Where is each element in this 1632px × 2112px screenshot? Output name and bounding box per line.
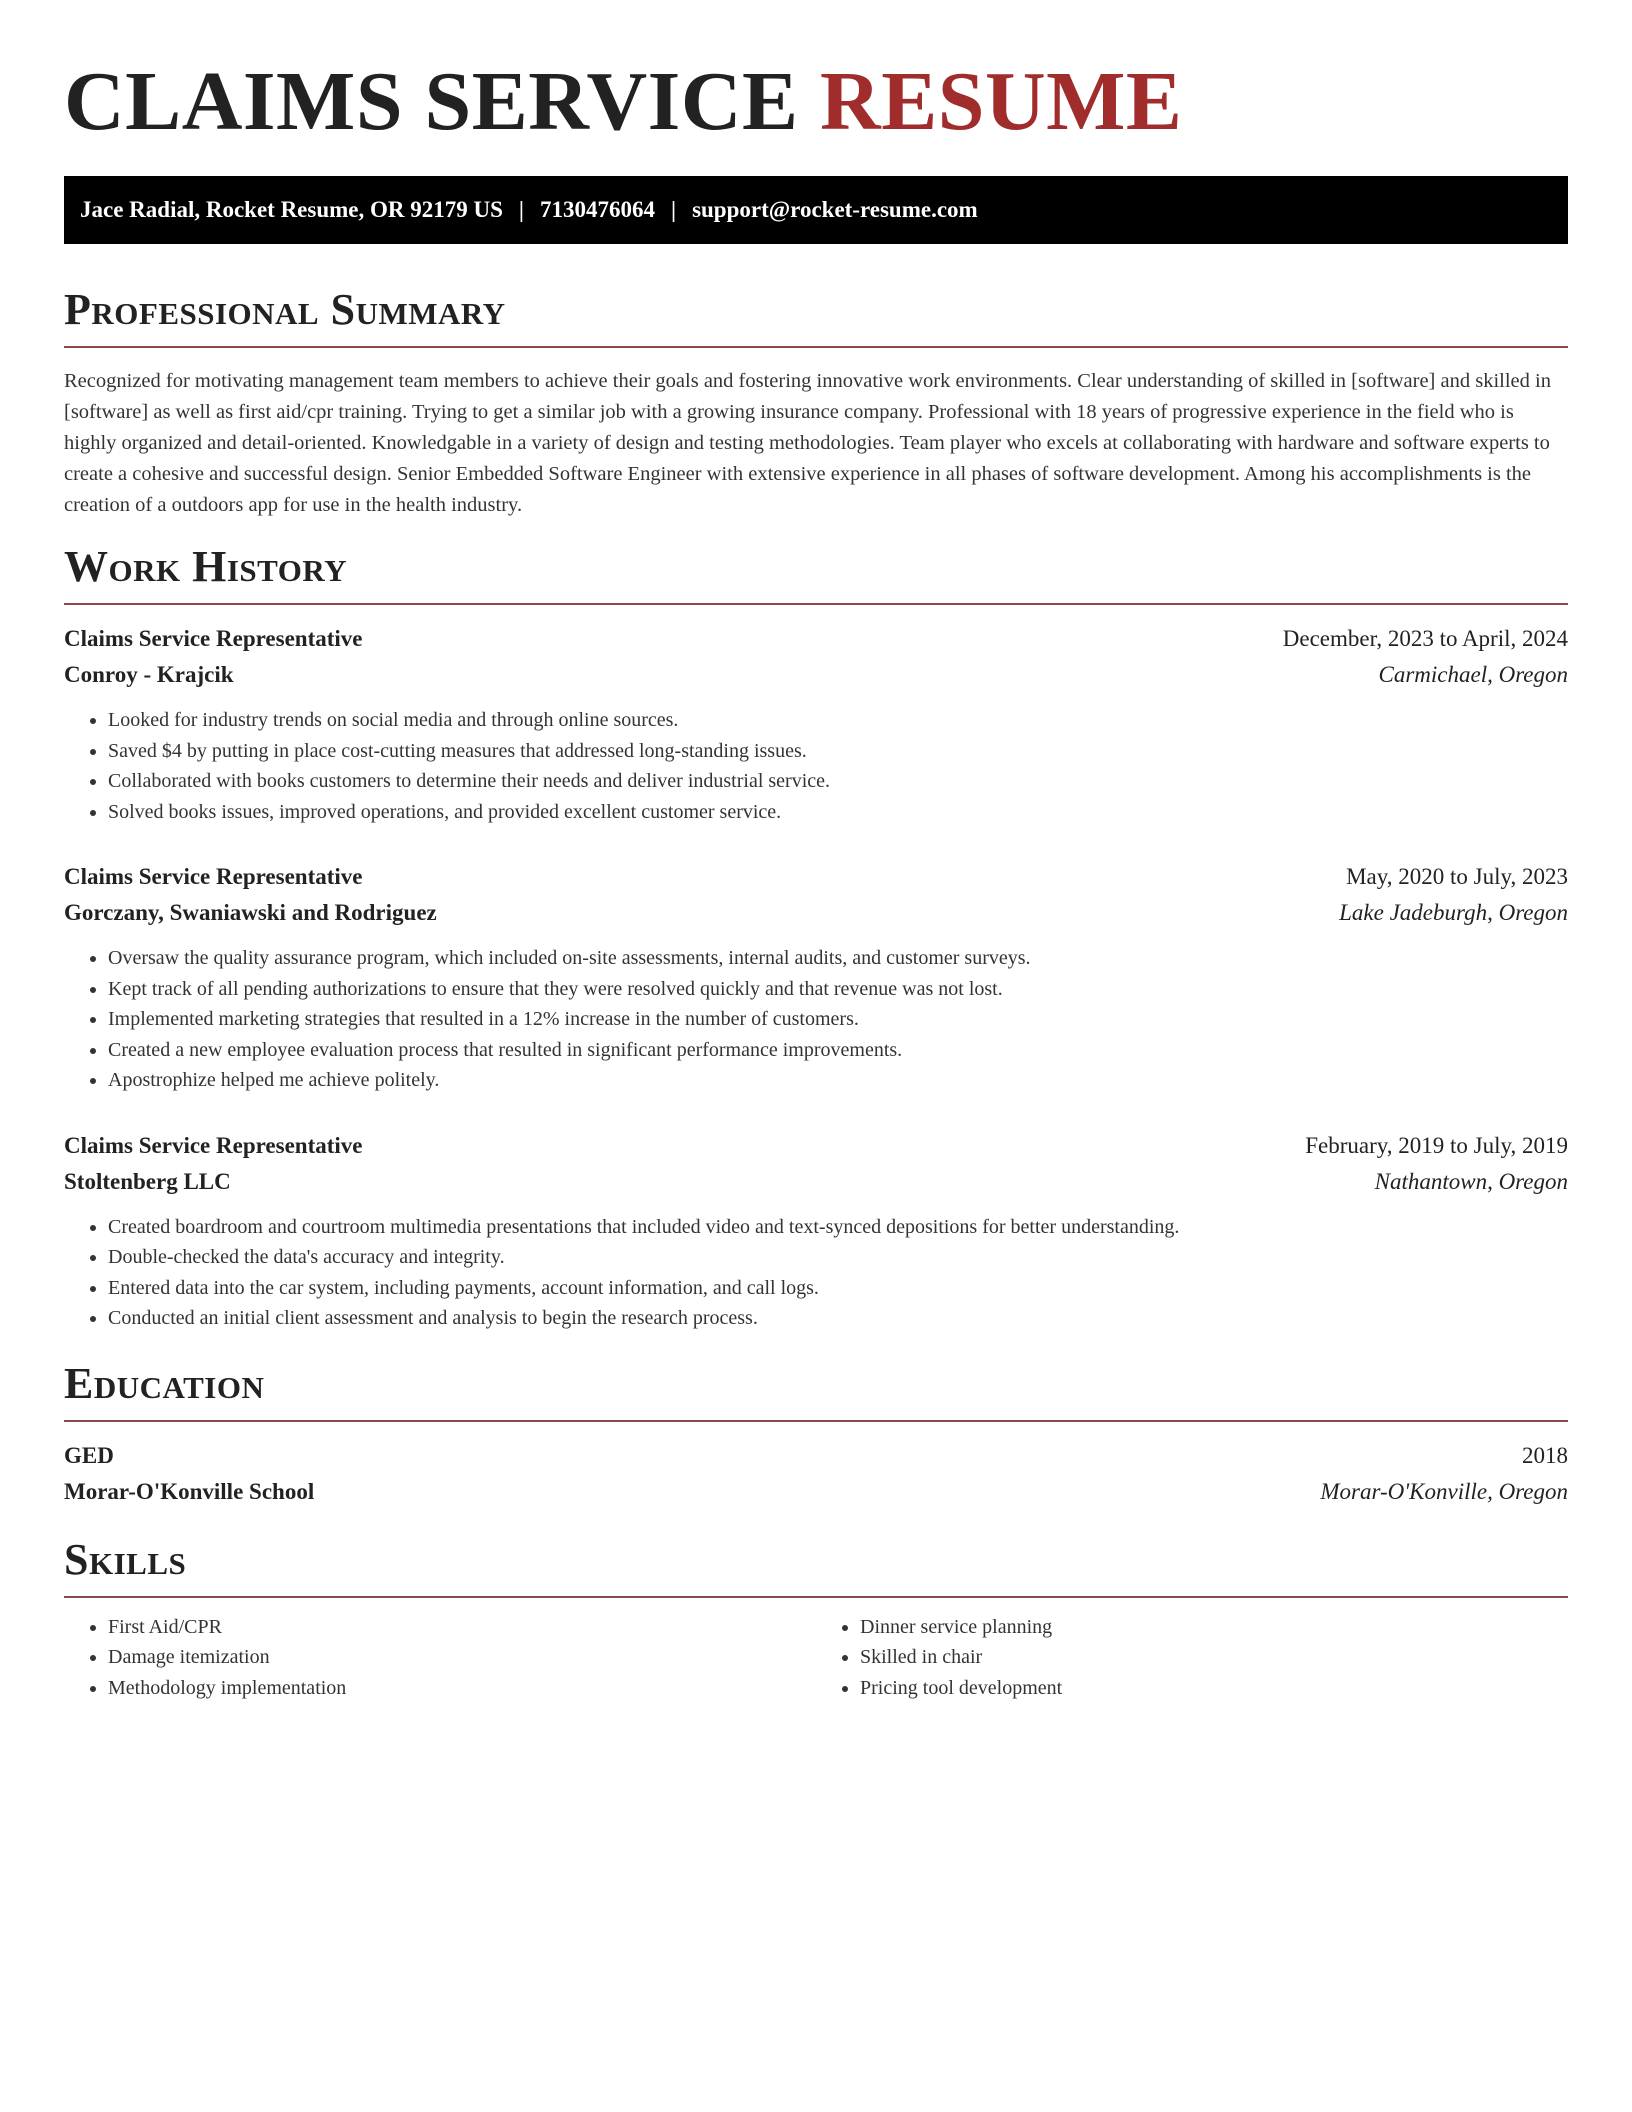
skills-section [64, 1534, 1568, 1704]
education-school-row [64, 1474, 1568, 1510]
section-heading-education: Education [64, 1358, 265, 1408]
skills-grid [64, 1612, 1568, 1704]
title-accent: RESUME [820, 55, 1183, 148]
section-divider [64, 1420, 1568, 1422]
section-divider [64, 346, 1568, 348]
job-company-row [64, 895, 1568, 931]
education-degree: GED [64, 1442, 114, 1468]
job-company: Gorczany, Swaniawski and Rodriguez [64, 900, 437, 925]
job-title-row [64, 859, 1568, 895]
list-item: • Double-checked the data's accuracy and integrity. [108, 1242, 1568, 1273]
list-item: • Apostrophize helped me achieve politely. [108, 1065, 1568, 1096]
job-title: Claims Service Representative [64, 626, 363, 651]
skills-column-right [816, 1612, 1568, 1704]
section-heading-skills: Skills [64, 1534, 187, 1584]
list-item: • Oversaw the quality assurance program, which included on-site assessments, internal audits, and customer surveys. [108, 943, 1568, 974]
contact-separator: | [670, 197, 677, 222]
list-item: • Kept track of all pending authorizations to ensure that they were resolved quickly and that revenue was not lost. [108, 974, 1568, 1005]
job-entry [64, 1128, 1568, 1334]
education-section [64, 1358, 1568, 1510]
list-item: • Created a new employee evaluation process that resulted in significant performance improvements. [108, 1035, 1568, 1066]
list-item: • Collaborated with books customers to determine their needs and deliver industrial service. [108, 766, 1568, 797]
job-company: Stoltenberg LLC [64, 1168, 231, 1194]
list-item: • Saved $4 by putting in place cost-cutting measures that addressed long-standing issues. [108, 736, 1568, 767]
title-main: CLAIMS SERVICE [64, 55, 799, 148]
resume-page [64, 0, 1568, 1703]
list-item: • Created boardroom and courtroom multimedia presentations that included video and text-synced depositions for better understanding. [108, 1212, 1568, 1243]
job-dates: February, 2019 to July, 2019 [1305, 1132, 1568, 1158]
list-item: • Entered data into the car system, including payments, account information, and call logs. [108, 1273, 1568, 1304]
section-divider [64, 603, 1568, 605]
job-bullets [64, 705, 1568, 827]
skill-item: • Damage itemization [108, 1642, 816, 1673]
summary-section [64, 284, 1568, 521]
skill-item: • First Aid/CPR [108, 1612, 816, 1643]
summary-text: Recognized for motivating management team members to achieve their goals and fostering innovative work environments. Clear understanding of skilled in [software] and skilled in [software] as well as first aid/cpr training. Trying to get a similar job with a growing insurance company. Professional with 18 years of progressive experience in the field who is highly organized and detail-oriented. Knowledgable in a variety of design and testing methodologies. Team player who excels at collaborating with hardware and software experts to create a cohesive and successful design. Senior Embedded Software Engineer with extensive experience in all phases of software development. Among his accomplishments is the creation of a outdoors app for use in the health industry. [64, 370, 1551, 516]
list-item: • Solved books issues, improved operations, and provided excellent customer service. [108, 797, 1568, 828]
skill-item: • Skilled in chair [860, 1642, 1568, 1673]
job-bullets [64, 1212, 1568, 1334]
education-year: 2018 [1522, 1442, 1568, 1468]
list-item: • Conducted an initial client assessment and analysis to begin the research process. [108, 1303, 1568, 1334]
education-degree-row [64, 1438, 1568, 1474]
contact-separator: | [518, 197, 524, 222]
education-school: Morar-O'Konville School [64, 1478, 315, 1504]
job-title-row [64, 1128, 1568, 1164]
job-title: Claims Service Representative [64, 864, 363, 889]
job-entry [64, 859, 1568, 1096]
contact-address: Jace Radial, Rocket Resume, OR 92179 US [80, 197, 503, 222]
contact-email: support@rocket-resume.com [692, 197, 978, 222]
job-title: Claims Service Representative [64, 1132, 363, 1158]
job-dates: May, 2020 to July, 2023 [1346, 864, 1568, 889]
section-divider [64, 1596, 1568, 1598]
list-item: • Implemented marketing strategies that resulted in a 12% increase in the number of customers. [108, 1004, 1568, 1035]
job-location: Nathantown, Oregon [1374, 1168, 1568, 1194]
resume-title [64, 0, 1568, 152]
job-location: Lake Jadeburgh, Oregon [1339, 900, 1568, 925]
education-location: Morar-O'Konville, Oregon [1320, 1478, 1568, 1504]
skill-item: • Methodology implementation [108, 1673, 816, 1704]
job-title-row [64, 621, 1568, 657]
job-dates: December, 2023 to April, 2024 [1282, 626, 1568, 651]
work-history-section [64, 541, 1568, 1334]
list-item: • Looked for industry trends on social media and through online sources. [108, 705, 1568, 736]
job-entry [64, 621, 1568, 827]
job-bullets [64, 943, 1568, 1096]
education-entry [64, 1438, 1568, 1510]
skill-item: • Dinner service planning [860, 1612, 1568, 1643]
contact-bar [64, 176, 1568, 244]
job-company-row [64, 657, 1568, 693]
job-location: Carmichael, Oregon [1378, 662, 1568, 687]
section-heading-summary: Professional Summary [64, 285, 506, 334]
contact-phone: 7130476064 [539, 197, 655, 222]
job-company-row [64, 1164, 1568, 1200]
section-heading-work-history: Work History [64, 542, 348, 591]
skill-item: • Pricing tool development [860, 1673, 1568, 1704]
job-company: Conroy - Krajcik [64, 662, 234, 687]
skills-column-left [64, 1612, 816, 1704]
